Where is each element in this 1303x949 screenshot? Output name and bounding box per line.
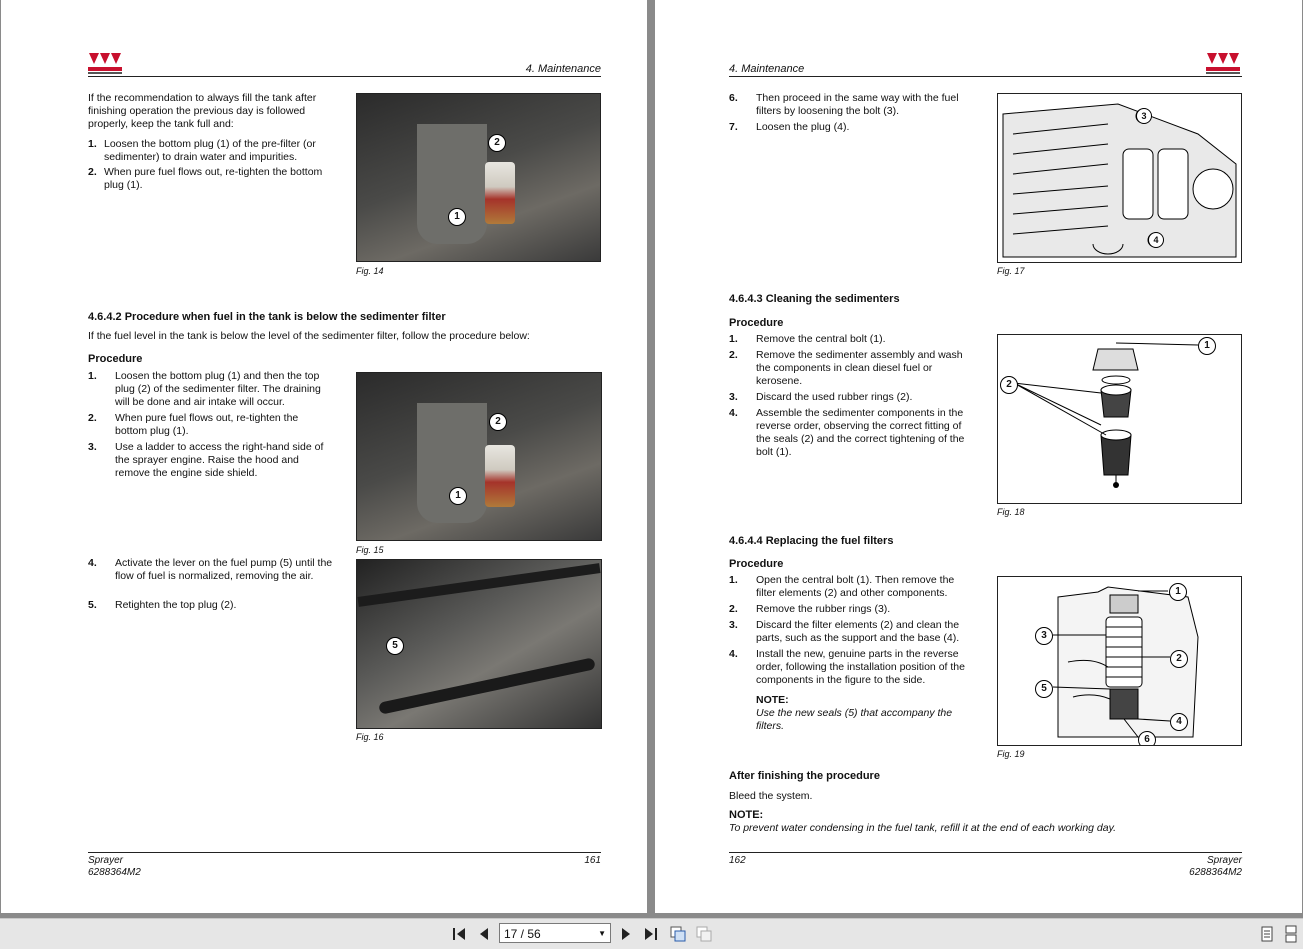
list-item: 2. When pure fuel flows out, re-tighten the bottom plug (1). [88, 412, 299, 437]
footer-rule [729, 852, 1242, 853]
after-text: Bleed the system. [729, 790, 813, 802]
callout-4: 4 [1148, 232, 1164, 248]
section-heading: 4.6.4.4 Replacing the fuel filters [729, 535, 894, 547]
list-item: 4. Activate the lever on the fuel pump (5) until the flow of fuel is normalized, removing the air. [88, 557, 333, 582]
callout-4: 4 [1170, 713, 1188, 731]
note-label: NOTE: [756, 694, 789, 706]
footer-title: Sprayer [88, 855, 124, 866]
after-heading: After finishing the procedure [729, 770, 880, 782]
figure-17-caption: Fig. 17 [997, 266, 1025, 276]
list-item: 2. Remove the sedimenter assembly and wash the components in clean diesel fuel or kerosene. [729, 349, 963, 387]
figure-14-caption: Fig. 14 [356, 266, 384, 276]
copy-icon[interactable] [669, 925, 687, 943]
note-text: To prevent water condensing in the fuel tank, refill it at the end of each working day. [729, 822, 1116, 834]
callout-2: 2 [488, 134, 506, 152]
procedure-heading: Procedure [729, 317, 784, 329]
callout-1: 1 [449, 487, 467, 505]
figure-18-drawing [997, 334, 1242, 504]
section-heading: 4.6.4.2 Procedure when fuel in the tank is below the sedimenter filter [88, 311, 446, 323]
list-item: 3. Discard the filter elements (2) and clean the parts, such as the support and the base (4). [729, 619, 960, 644]
steps-list-b [88, 370, 333, 483]
footer-code: 6288364M2 [88, 867, 141, 878]
list-item: 2. When pure fuel flows out, re-tighten the bottom plug (1). [88, 166, 323, 191]
last-page-icon[interactable] [642, 925, 660, 943]
callout-2: 2 [1170, 650, 1188, 668]
brand-logo [1206, 53, 1240, 75]
figure-19-caption: Fig. 19 [997, 749, 1025, 759]
first-page-icon[interactable] [450, 925, 468, 943]
callout-1: 1 [448, 208, 466, 226]
steps-list-a [88, 138, 338, 194]
figure-16-photo [356, 559, 602, 729]
figure-19-drawing [997, 576, 1242, 746]
list-item: 3. Use a ladder to access the right-hand side of the sprayer engine. Raise the hood and remove the engine side shield. [88, 441, 324, 479]
footer-rule [88, 852, 601, 853]
callout-5: 5 [386, 637, 404, 655]
engine-drawing [998, 94, 1241, 262]
page-number: 162 [729, 855, 746, 866]
procedure-heading: Procedure [88, 353, 143, 365]
next-page-icon[interactable] [617, 925, 635, 943]
header-rule [729, 76, 1242, 77]
callout-3: 3 [1136, 108, 1152, 124]
prev-page-icon[interactable] [475, 925, 493, 943]
list-item: 1. Remove the central bolt (1). [729, 333, 886, 345]
section-intro: If the fuel level in the tank is below the level of the sedimenter filter, follow the procedure below: [88, 330, 530, 342]
paste-icon[interactable] [695, 925, 713, 943]
steps-list-c [729, 574, 974, 692]
single-page-icon[interactable] [1258, 925, 1276, 943]
figure-15-photo [356, 372, 602, 541]
page-162 [655, 0, 1302, 913]
figure-16-caption: Fig. 16 [356, 732, 384, 742]
list-item: 1. Loosen the bottom plug (1) and then the top plug (2) of the sedimenter filter. The draining will be done and air intake will occur. [88, 370, 321, 408]
callout-5: 5 [1035, 680, 1053, 698]
figure-18-caption: Fig. 18 [997, 507, 1025, 517]
list-item: 7. Loosen the plug (4). [729, 121, 850, 133]
list-item: 2. Remove the rubber rings (3). [729, 603, 891, 615]
figure-14-photo [356, 93, 601, 262]
steps-list-b [729, 333, 974, 462]
list-item: 3. Discard the used rubber rings (2). [729, 391, 913, 403]
page-number-select[interactable]: 17 / 56 ▼ [499, 923, 611, 943]
sedimenter-drawing [998, 335, 1241, 503]
list-item: 4. Install the new, genuine parts in the reverse order, following the installation position of the components in the figure to the side. [729, 648, 965, 686]
list-item: 6. Then proceed in the same way with the fuel filters by loosening the bolt (3). [729, 92, 959, 117]
figure-17-drawing [997, 93, 1242, 263]
note-label: NOTE: [729, 809, 764, 821]
list-item: 5. Retighten the top plug (2). [88, 599, 237, 611]
continuous-page-icon[interactable] [1282, 925, 1300, 943]
steps-list-a [729, 92, 974, 137]
chevron-down-icon: ▼ [598, 929, 606, 938]
callout-3: 3 [1035, 627, 1053, 645]
brand-logo [88, 53, 122, 75]
callout-2: 2 [1000, 376, 1018, 394]
callout-1: 1 [1169, 583, 1187, 601]
callout-2: 2 [489, 413, 507, 431]
procedure-heading: Procedure [729, 558, 784, 570]
viewer-toolbar [0, 918, 1303, 949]
header-section: 4. Maintenance [525, 63, 601, 75]
intro-text: If the recommendation to always fill the tank after finishing operation the previous day is followed properly, keep the tank full and: [88, 92, 317, 130]
footer-title: Sprayer [1206, 855, 1242, 866]
figure-15-caption: Fig. 15 [356, 545, 384, 555]
list-item: 1. Loosen the bottom plug (1) of the pre-filter (or sedimenter) to drain water and impurities. [88, 138, 316, 163]
list-item: 4. Assemble the sedimenter components in the reverse order, observing the correct fitting of the seals (2) and the correct tightening of the bolt (1). [729, 407, 965, 458]
note-text: Use the new seals (5) that accompany the filters. [756, 707, 953, 732]
page-number: 161 [584, 855, 601, 866]
callout-6: 6 [1138, 731, 1156, 746]
steps-list-c [88, 557, 333, 615]
header-rule [88, 76, 601, 77]
footer-code: 6288364M2 [1189, 867, 1242, 878]
section-heading: 4.6.4.3 Cleaning the sedimenters [729, 293, 900, 305]
list-item: 1. Open the central bolt (1). Then remove the filter elements (2) and other components. [729, 574, 955, 599]
fuel-filter-drawing [998, 577, 1241, 745]
page-161 [1, 0, 647, 913]
callout-1: 1 [1198, 337, 1216, 355]
header-section: 4. Maintenance [729, 63, 805, 75]
